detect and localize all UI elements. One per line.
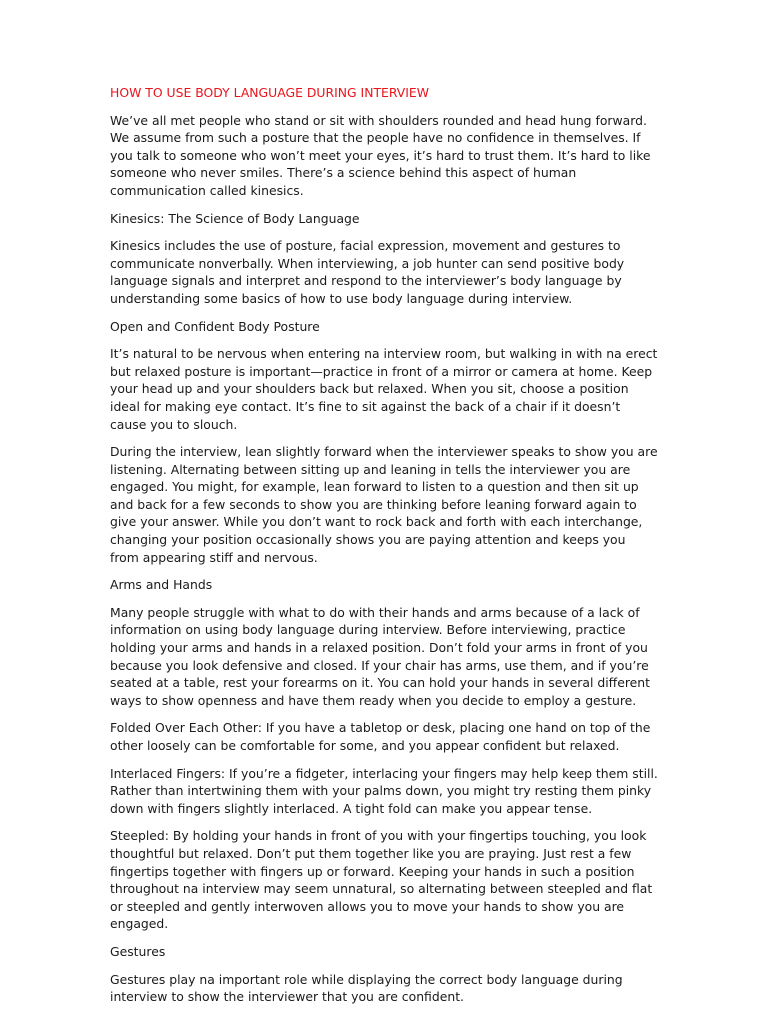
section-heading-posture: Open and Confident Body Posture (110, 318, 320, 334)
paragraph-kinesics: Kinesics includes the use of posture, facial expression, movement and gestures to communicate nonverbally. When interviewing, a job hunter can send positive body language signals and interpret and respond to the interviewer’s body language by understanding some basics of how to use body language during interview. (110, 238, 625, 306)
section-heading-arms-hands: Arms and Hands (110, 577, 213, 593)
paragraph-steepled: Steepled: By holding your hands in front of you with your fingertips touching, you look thoughtful but relaxed. Don’t put them together like you are praying. Just rest a few fingertips together with fingers up or forward. Keeping your hands in such a position throughout na interview may seem unnatural, so alternating between steepled and flat or steepled and gently interwoven allows you to move your hands to show you are engaged. (110, 828, 653, 932)
document-title: HOW TO USE BODY LANGUAGE DURING INTERVIEW (110, 85, 430, 100)
paragraph-folded: Folded Over Each Other: If you have a tabletop or desk, placing one hand on top of the other loosely can be comfortable for some, and you appear confident but relaxed. (110, 720, 651, 753)
paragraph-interlaced: Interlaced Fingers: If you’re a fidgeter, interlacing your fingers may help keep them still. Rather than intertwining them with your palms down, you might try resting them pinky down with fingers slightly interlaced. A tight fold can make you appear tense. (110, 765, 658, 816)
document-page (110, 84, 658, 1016)
paragraph-arms-hands: Many people struggle with what to do with their hands and arms because of a lack of information on using body language during interview. Before interviewing, practice holding your arms and hands in a relaxed position. Don’t fold your arms in front of you because you look defensive and closed. If your chair has arms, use them, and if you’re seated at a table, rest your forearms on it. You can hold your hands in several different ways to show openness and have them ready when you decide to employ a gesture. (110, 604, 650, 708)
section-heading-gestures: Gestures (110, 943, 166, 959)
paragraph-gestures: Gestures play na important role while displaying the correct body language during interview to show the interviewer that you are confident. (110, 971, 623, 1005)
paragraph-intro: We’ve all met people who stand or sit with shoulders rounded and head hung forward. We assume from such a posture that the people have no confidence in themselves. If you talk to someone who won’t meet your eyes, it’s hard to trust them. It’s hard to like someone who never smiles. There’s a science behind this aspect of human communication called kinesics. (110, 112, 651, 198)
paragraph-posture-1: It’s natural to be nervous when entering na interview room, but walking in with na erect but relaxed posture is important—practice in front of a mirror or camera at home. Keep your head up and your shoulders back but relaxed. When you sit, choose a position ideal for making eye contact. It’s fine to sit against the back of a chair if it doesn’t cause you to slouch. (110, 346, 658, 432)
paragraph-posture-2: During the interview, lean slightly forward when the interviewer speaks to show you are listening. Alternating between sitting up and leaning in tells the interviewer you are engaged. You might, for example, lean forward to listen to a question and then sit up and back for a few seconds to show you are thinking before leaning forward again to give your answer. While you don’t want to rock back and forth with each interchange, changing your position occasionally shows you are paying attention and keeps you from appearing stiff and nervous. (110, 444, 658, 565)
section-heading-kinesics: Kinesics: The Science of Body Language (110, 210, 360, 226)
